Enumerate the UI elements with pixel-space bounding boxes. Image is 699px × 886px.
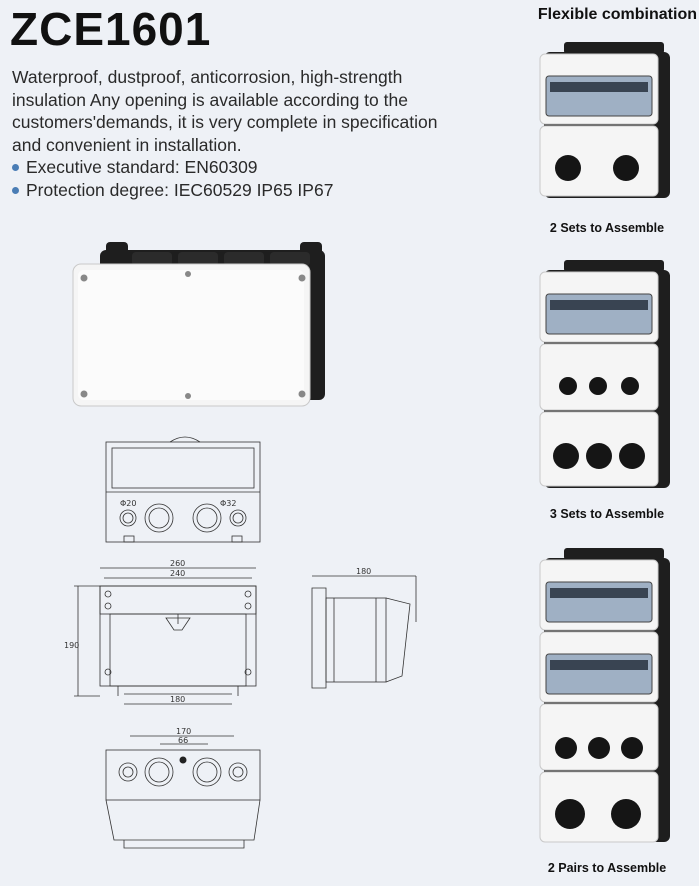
assembly-caption: 2 Pairs to Assemble bbox=[547, 861, 667, 875]
assembly-photo-3-sets bbox=[538, 260, 674, 490]
bottom-view-drawing bbox=[100, 724, 270, 854]
dimension-label: 66 bbox=[178, 736, 189, 745]
top-view-drawing bbox=[100, 432, 270, 547]
assembly-photo-2-sets bbox=[538, 42, 674, 200]
dimension-label: 180 bbox=[170, 695, 186, 704]
bullet-dot-icon bbox=[12, 187, 19, 194]
product-description: Waterproof, dustproof, anticorrosion, high-strength insulation Any opening is available according to the customers'demands, it is very complete in specification and convenient in installation. bbox=[12, 67, 438, 155]
feature-item: Executive standard: EN60309 bbox=[12, 156, 452, 179]
dimension-label: 240 bbox=[170, 569, 186, 578]
feature-item: Protection degree: IEC60529 IP65 IP67 bbox=[12, 179, 452, 202]
dimension-label: 170 bbox=[176, 727, 192, 736]
assembly-caption: 2 Sets to Assemble bbox=[549, 221, 665, 235]
assembly-photo-2-pairs bbox=[538, 548, 674, 844]
dimension-label: 180 bbox=[356, 567, 372, 576]
product-title: ZCE1601 bbox=[10, 3, 212, 55]
assembly-caption: 3 Sets to Assemble bbox=[549, 507, 665, 521]
bullet-dot-icon bbox=[12, 164, 19, 171]
product-description-block bbox=[12, 66, 452, 201]
feature-list bbox=[12, 156, 452, 201]
product-photo bbox=[70, 236, 330, 414]
front-view-drawing bbox=[62, 558, 272, 713]
hole-label: Φ32 bbox=[220, 499, 237, 508]
dimension-label: 190 bbox=[64, 641, 80, 650]
hole-label: Φ20 bbox=[120, 499, 137, 508]
side-view-drawing bbox=[306, 564, 424, 694]
dimension-label: 260 bbox=[170, 559, 186, 568]
combination-heading: Flexible combination bbox=[537, 6, 697, 23]
